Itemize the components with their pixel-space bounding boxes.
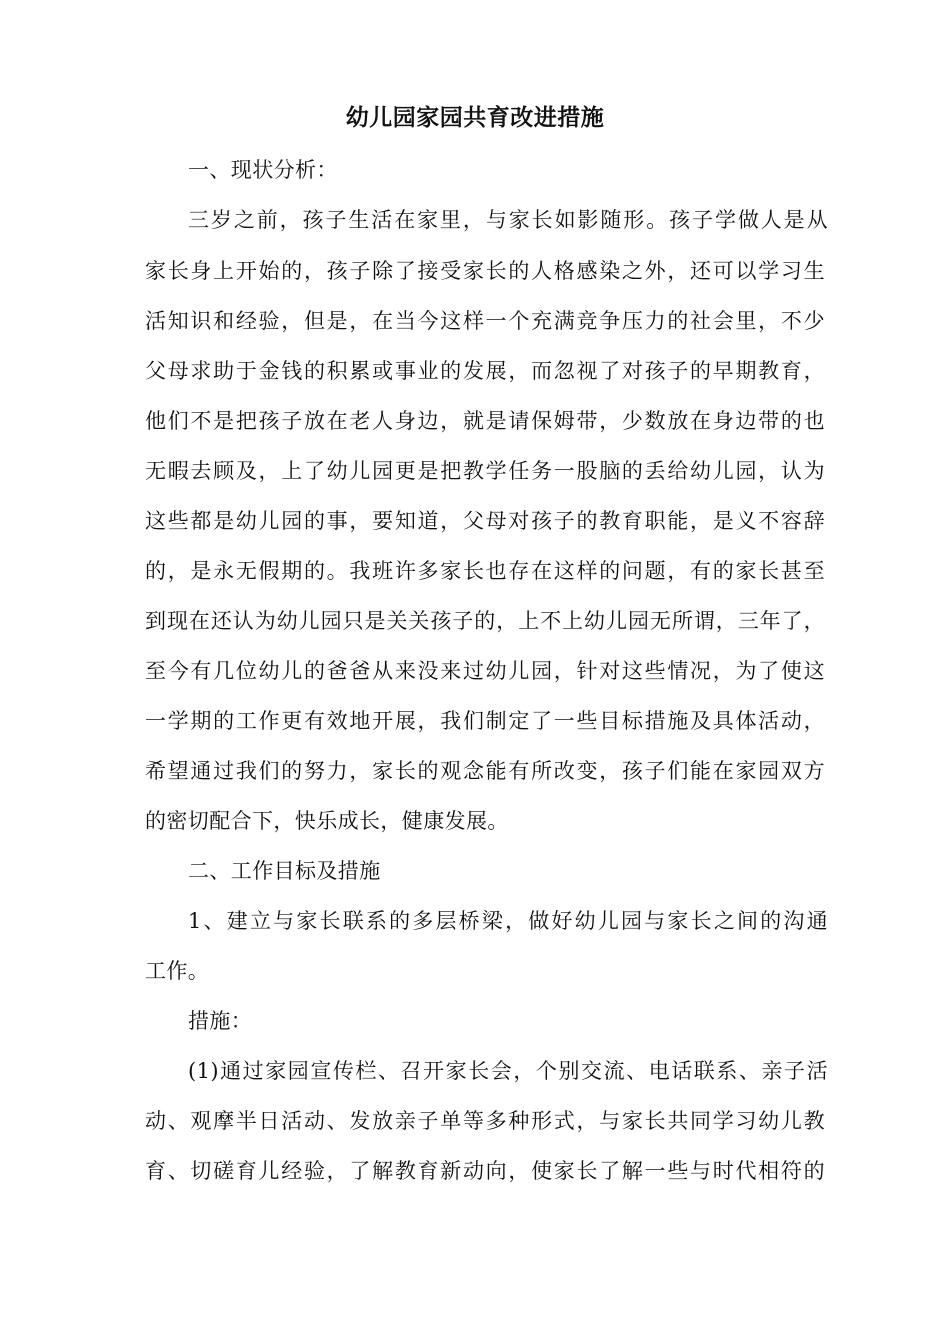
document-title: 幼儿园家园共育改进措施	[345, 105, 605, 131]
paragraph-line: 这些都是幼儿园的事，要知道，父母对孩子的教育职能，是义不容辞	[145, 509, 825, 533]
paragraph-line: 一学期的工作更有效地开展，我们制定了一些目标措施及具体活动，	[145, 709, 825, 733]
paragraph-line: 父母求助于金钱的积累或事业的发展，而忽视了对孩子的早期教育，	[145, 359, 825, 383]
paragraph-line: 无暇去顾及，上了幼儿园更是把教学任务一股脑的丢给幼儿园，认为	[145, 459, 825, 483]
paragraph-line: 活知识和经验，但是，在当今这样一个充满竞争压力的社会里，不少	[145, 309, 825, 333]
goal-item-line: 1、建立与家长联系的多层桥梁，做好幼儿园与家长之间的沟通	[188, 909, 828, 933]
section-heading-status: 一、现状分析：	[188, 158, 338, 182]
measure-item-line: 育、切磋育儿经验，了解教育新动向，使家长了解一些与时代相符的	[145, 1159, 825, 1183]
measures-label: 措施：	[188, 1009, 253, 1033]
paragraph-line: 到现在还认为幼儿园只是关关孩子的，上不上幼儿园无所谓，三年了，	[145, 609, 825, 633]
paragraph-line: 至今有几位幼儿的爸爸从来没来过幼儿园，针对这些情况，为了使这	[145, 659, 825, 683]
paragraph-line: 他们不是把孩子放在老人身边，就是请保姆带，少数放在身边带的也	[145, 409, 825, 433]
paragraph-line: 的密切配合下，快乐成长，健康发展。	[145, 809, 509, 833]
paragraph-line: 三岁之前，孩子生活在家里，与家长如影随形。孩子学做人是从	[188, 208, 828, 232]
paragraph-line: 家长身上开始的，孩子除了接受家长的人格感染之外，还可以学习生	[145, 259, 825, 283]
measure-item-line: 动、观摩半日活动、发放亲子单等多种形式，与家长共同学习幼儿教	[145, 1109, 825, 1133]
paragraph-line: 的，是永无假期的。我班许多家长也存在这样的问题，有的家长甚至	[145, 559, 825, 583]
paragraph-line: 希望通过我们的努力，家长的观念能有所改变，孩子们能在家园双方	[145, 759, 825, 783]
goal-item-line: 工作。	[145, 959, 210, 983]
measure-item-line: (1)通过家园宣传栏、召开家长会，个别交流、电话联系、亲子活	[188, 1059, 828, 1083]
section-heading-goals: 二、工作目标及措施	[188, 859, 381, 883]
